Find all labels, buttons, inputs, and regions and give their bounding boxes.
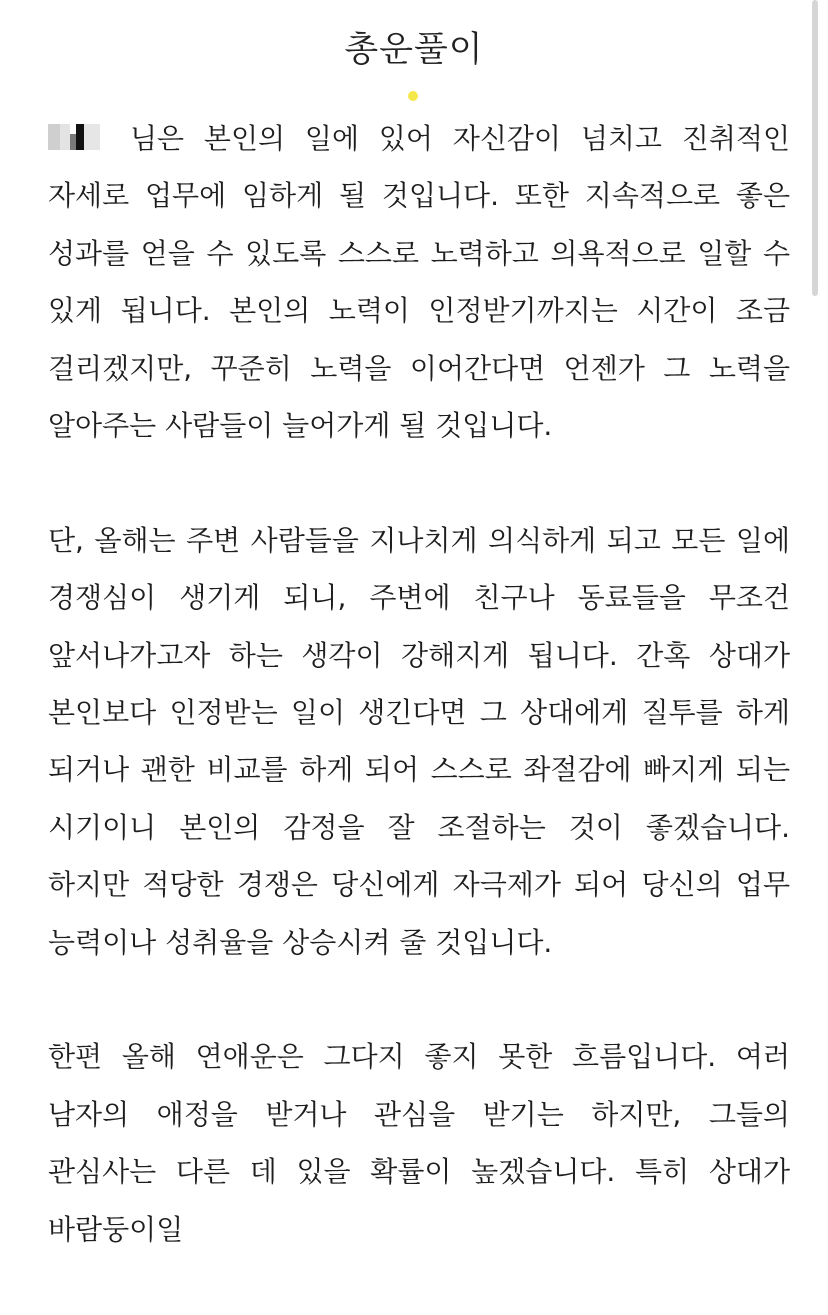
fortune-content xyxy=(48,110,790,1315)
masked-name-icon xyxy=(48,122,100,152)
paragraph-2: 단, 올해는 주변 사람들을 지나치게 의식하게 되고 모든 일에 경쟁심이 생기게 되니, 주변에 친구나 동료들을 무조건 앞서나가고자 하는 생각이 강해지게 됩니다. 간혹 상대가 본인보다 인정받는 일이 생긴다면 그 상대에게 질투를 하게 되거나 괜한 비교를 하게 되어 스스로 좌절감에 빠지게 되는 시기이니 본인의 감정을 잘 조절하는 것이 좋겠습니다. 하지만 적당한 경쟁은 당신에게 자극제가 되어 당신의 업무 능력이나 성취율을 상승시켜 줄 것입니다. xyxy=(48,523,790,959)
page-title: 총운풀이 xyxy=(344,30,484,70)
paragraph-1-text: 님은 본인의 일에 있어 자신감이 넘치고 진취적인 자세로 업무에 임하게 될 것입니다. 또한 지속적으로 좋은 성과를 얻을 수 있도록 스스로 노력하고 의욕적으로 일할 수 있게 됩니다. 본인의 노력이 인정받기까지는 시간이 조금 걸리겠지만, 꾸준히 노력을 이어간다면 언젠가 그 노력을 알아주는 사람들이 늘어가게 될 것입니다. xyxy=(48,122,790,443)
scrollbar-thumb[interactable] xyxy=(812,0,818,296)
paragraph-1 xyxy=(48,110,790,454)
paragraph-3: 한편 올해 연애운은 그다지 좋지 못한 흐름입니다. 여러 남자의 애정을 받거나 관심을 받기는 하지만, 그들의 관심사는 다른 데 있을 확률이 높겠습니다. 특히 상대가 바람둥이일 xyxy=(48,1040,790,1246)
accent-dot-icon xyxy=(408,91,418,101)
